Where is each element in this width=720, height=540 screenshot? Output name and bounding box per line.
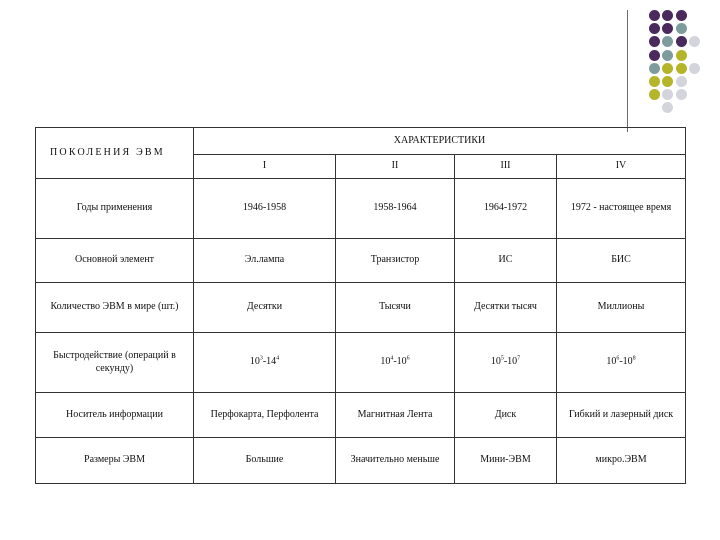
decorative-dot [649,50,660,61]
decorative-dot [662,89,673,100]
row-label: Размеры ЭВМ [36,438,194,484]
table-row [36,393,686,438]
table-cell: Миллионы [557,283,686,333]
speed-cell: $10^4-10^6$ [336,333,455,393]
decorative-dot [676,63,687,74]
decorative-dot [662,76,673,87]
generations-table-container [35,127,685,483]
table-cell: Гибкий и лазерный диск [557,393,686,438]
decorative-dot [676,89,687,100]
speed-cell: $10^6-10^8$ [557,333,686,393]
table-cell: Большие [194,438,336,484]
characteristics-header: ХАРАКТЕРИСТИКИ [194,128,686,155]
decorative-dot [676,10,687,21]
decorative-dot [689,63,700,74]
row-label: Годы применения [36,179,194,239]
decorative-dot [689,36,700,47]
table-cell: Десятки тысяч [455,283,557,333]
decorative-dot [649,10,660,21]
table-row [36,333,686,393]
table-cell: ИС [455,239,557,283]
table-row [36,438,686,484]
row-label: Быстродействие (операций в секунду) [36,333,194,393]
table-cell: Перфокарта, Перфолента [194,393,336,438]
computer-generations-table [35,127,686,484]
row-label: Количество ЭВМ в мире (шт.) [36,283,194,333]
table-cell: 1946-1958 [194,179,336,239]
table-row [36,283,686,333]
generation-header: III [455,155,557,179]
decorative-dot [649,23,660,34]
speed-cell: $10^5-10^7$ [455,333,557,393]
table-cell: 1964-1972 [455,179,557,239]
decorative-dot [662,23,673,34]
row-label: Основной элемент [36,239,194,283]
decorative-dot [649,76,660,87]
table-cell: Значительно меньше [336,438,455,484]
decorative-dot [662,10,673,21]
table-cell: Тысячи [336,283,455,333]
table-row [36,239,686,283]
table-cell: 1958-1964 [336,179,455,239]
table-cell: 1972 - настоящее время [557,179,686,239]
decorative-dot [662,63,673,74]
generation-header: I [194,155,336,179]
decorative-dot-grid [636,6,720,116]
decorative-dot [676,23,687,34]
decorative-vertical-line [627,10,628,132]
table-cell: Диск [455,393,557,438]
table-cell: Десятки [194,283,336,333]
table-cell: Транзистор [336,239,455,283]
table-cell: БИС [557,239,686,283]
decorative-dot [676,50,687,61]
table-cell: Мини-ЭВМ [455,438,557,484]
corner-label: ПОКОЛЕНИЯ ЭВМ [36,128,194,179]
decorative-dot [649,36,660,47]
table-cell: Эл.лампа [194,239,336,283]
decorative-dot [649,89,660,100]
decorative-dot [662,102,673,113]
generation-header: II [336,155,455,179]
table-cell: микро.ЭВМ [557,438,686,484]
decorative-dot [662,36,673,47]
row-label: Носитель информации [36,393,194,438]
generation-header: IV [557,155,686,179]
decorative-dot [662,50,673,61]
decorative-dot [649,63,660,74]
table-row [36,179,686,239]
decorative-dot [676,36,687,47]
speed-cell: $10^3-14^4$ [194,333,336,393]
table-cell: Магнитная Лента [336,393,455,438]
decorative-dot [676,76,687,87]
